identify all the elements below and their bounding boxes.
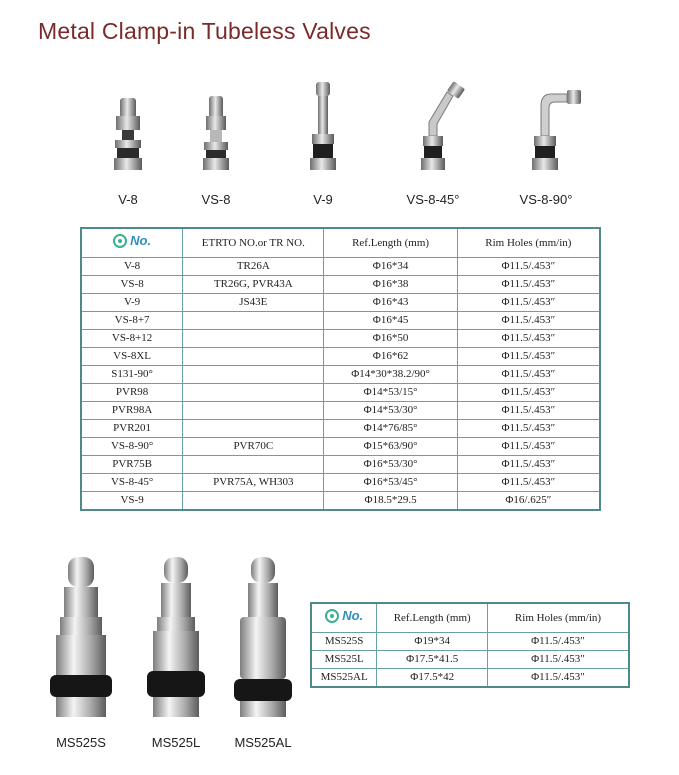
cell-no: PVR98 (81, 384, 183, 402)
valve-vs8-45 (383, 80, 483, 210)
valve-ms525l (131, 545, 221, 755)
cell-no: VS-8XL (81, 348, 183, 366)
table-body (81, 258, 600, 511)
cell-rim: Φ11.5/.453″ (457, 438, 600, 456)
cell-etrto (183, 402, 324, 420)
cell-no: VS-9 (81, 492, 183, 511)
table-row (81, 492, 600, 511)
cell-no: MS525L (311, 651, 377, 669)
table-row (81, 348, 600, 366)
cell-no: PVR98A (81, 402, 183, 420)
valve-label: V-9 (313, 192, 333, 207)
valve-vs8-90 (496, 80, 596, 210)
valve-label: VS-8-45° (406, 192, 460, 207)
cell-no: VS-8+7 (81, 312, 183, 330)
table-row (81, 276, 600, 294)
cell-rim: Φ11.5/.453″ (488, 651, 629, 669)
cell-rim: Φ11.5/.453″ (457, 348, 600, 366)
cell-no: PVR201 (81, 420, 183, 438)
cell-etrto: TR26A (183, 258, 324, 276)
cell-ref: Φ16*53/30° (324, 456, 457, 474)
cell-ref: Φ16*62 (324, 348, 457, 366)
table-row (81, 294, 600, 312)
table-row (81, 258, 600, 276)
cell-rim: Φ16/.625″ (457, 492, 600, 511)
cell-etrto (183, 366, 324, 384)
cell-no: VS-8 (81, 276, 183, 294)
cell-ref: Φ14*76/85° (324, 420, 457, 438)
cell-ref: Φ15*63/90° (324, 438, 457, 456)
cell-ref: Φ14*53/30° (324, 402, 457, 420)
valve-label: V-8 (118, 192, 138, 207)
cell-rim: Φ11.5/.453″ (457, 384, 600, 402)
table-body (311, 633, 629, 688)
ms-valve-spec-table (310, 602, 630, 688)
valve-vs8 (166, 80, 266, 210)
straight-long-valve-icon (283, 80, 363, 190)
cell-rim: Φ11.5/.453″ (457, 312, 600, 330)
cell-etrto (183, 312, 324, 330)
valve-gallery (78, 80, 638, 210)
table-row (81, 330, 600, 348)
table-row (81, 384, 600, 402)
table-row (311, 669, 629, 688)
header-ref-length: Ref.Length (mm) (324, 228, 457, 258)
table-row (311, 633, 629, 651)
valve-label: VS-8-90° (519, 192, 573, 207)
table-row (81, 474, 600, 492)
cell-ref: Φ16*53/45° (324, 474, 457, 492)
cell-rim: Φ11.5/.453″ (457, 276, 600, 294)
cell-etrto (183, 384, 324, 402)
header-no (311, 603, 377, 633)
header-rim-holes: Rim Holes (mm/in) (457, 228, 600, 258)
header-ref-length: Ref.Length (mm) (377, 603, 488, 633)
cell-rim: Φ11.5/.453″ (457, 366, 600, 384)
cell-no: MS525S (311, 633, 377, 651)
table-row (81, 420, 600, 438)
header-etrto: ETRTO NO.or TR NO. (183, 228, 324, 258)
cell-no: S131-90° (81, 366, 183, 384)
cell-rim: Φ11.5/.453″ (488, 669, 629, 688)
cell-ref: Φ16*50 (324, 330, 457, 348)
table-row (81, 312, 600, 330)
ms-valve-label: MS525L (151, 735, 201, 750)
cell-etrto (183, 330, 324, 348)
cell-no: VS-8-90° (81, 438, 183, 456)
cell-rim: Φ11.5/.453″ (457, 294, 600, 312)
cell-etrto: PVR70C (183, 438, 324, 456)
ms-valve-gallery (36, 545, 306, 755)
valve-v9 (273, 80, 373, 210)
page-title: Metal Clamp-in Tubeless Valves (38, 18, 371, 44)
cell-rim: Φ11.5/.453″ (457, 402, 600, 420)
chrome-valve-long-icon (131, 545, 221, 730)
cell-rim: Φ11.5/.453″ (457, 456, 600, 474)
ms-valve-label: MS525S (56, 735, 106, 750)
valve-ms525s (36, 545, 126, 755)
cell-rim: Φ11.5/.453″ (457, 330, 600, 348)
cell-etrto: TR26G, PVR43A (183, 276, 324, 294)
header-rim-holes: Rim Holes (mm/in) (488, 603, 629, 633)
cell-ref: Φ16*43 (324, 294, 457, 312)
header-no (81, 228, 183, 258)
table-row (81, 402, 600, 420)
valve-spec-table (80, 227, 601, 511)
valve-v8 (78, 80, 178, 210)
table-row (311, 651, 629, 669)
cell-ref: Φ14*30*38.2/90° (324, 366, 457, 384)
cell-etrto (183, 420, 324, 438)
table-row (81, 438, 600, 456)
cell-etrto: PVR75A, WH303 (183, 474, 324, 492)
table-row (81, 366, 600, 384)
cell-etrto (183, 456, 324, 474)
cell-rim: Φ11.5/.453″ (488, 633, 629, 651)
cell-rim: Φ11.5/.453″ (457, 258, 600, 276)
bent-90-valve-icon (501, 80, 591, 190)
no-circle-icon (325, 609, 339, 623)
cell-rim: Φ11.5/.453″ (457, 420, 600, 438)
cell-ref: Φ17.5*42 (377, 669, 488, 688)
ms-valve-label: MS525AL (234, 735, 292, 750)
cell-ref: Φ16*45 (324, 312, 457, 330)
table-row (81, 456, 600, 474)
cell-etrto (183, 348, 324, 366)
cell-ref: Φ14*53/15° (324, 384, 457, 402)
cell-no: V-8 (81, 258, 183, 276)
table-header-row (81, 228, 600, 258)
cell-ref: Φ18.5*29.5 (324, 492, 457, 511)
cell-ref: Φ16*34 (324, 258, 457, 276)
cell-no: MS525AL (311, 669, 377, 688)
bent-45-valve-icon (393, 80, 473, 190)
cell-ref: Φ16*38 (324, 276, 457, 294)
table-header-row (311, 603, 629, 633)
valve-label: VS-8 (201, 192, 231, 207)
header-no-label: No. (342, 608, 364, 623)
header-no-label: No. (130, 233, 152, 248)
chrome-valve-short-icon (36, 545, 126, 730)
straight-short-valve-icon (88, 80, 168, 190)
straight-short-valve-icon (176, 80, 256, 190)
cell-no: PVR75B (81, 456, 183, 474)
cell-etrto: JS43E (183, 294, 324, 312)
cell-ref: Φ17.5*41.5 (377, 651, 488, 669)
chrome-valve-sleeved-icon (218, 545, 308, 730)
cell-no: V-9 (81, 294, 183, 312)
cell-no: VS-8-45° (81, 474, 183, 492)
valve-ms525al (218, 545, 308, 755)
cell-ref: Φ19*34 (377, 633, 488, 651)
cell-no: VS-8+12 (81, 330, 183, 348)
cell-etrto (183, 492, 324, 511)
no-circle-icon (113, 234, 127, 248)
cell-rim: Φ11.5/.453″ (457, 474, 600, 492)
